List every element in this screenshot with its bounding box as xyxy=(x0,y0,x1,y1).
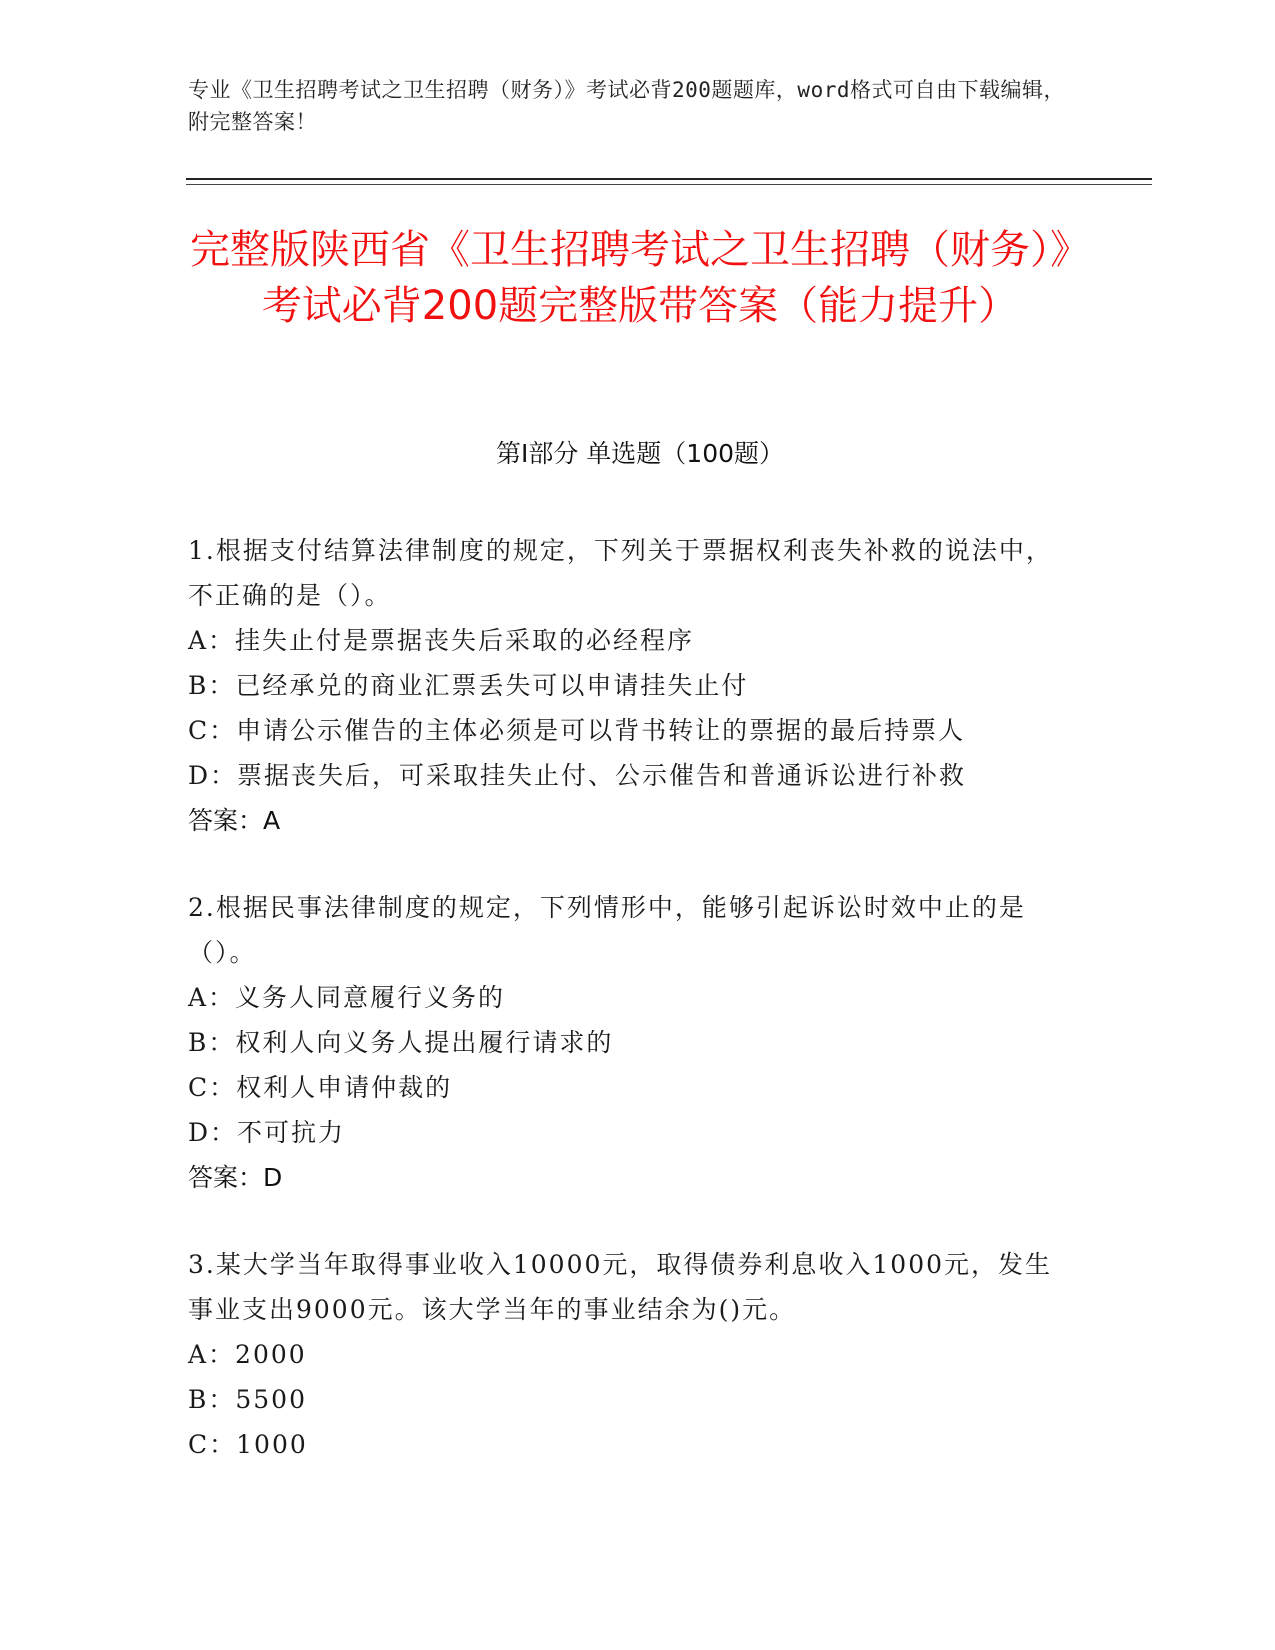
option-c: C：申请公示催告的主体必须是可以背书转让的票据的最后持票人 xyxy=(188,716,966,745)
question-1 xyxy=(188,528,1088,843)
option-b: B：5500 xyxy=(188,1385,307,1414)
question-stem: 1.根据支付结算法律制度的规定，下列关于票据权利丧失补救的说法中，不正确的是（）。 xyxy=(188,536,1053,610)
header-note: 专业《卫生招聘考试之卫生招聘（财务）》考试必背200题题库，word格式可自由下载编辑，附完整答案！ xyxy=(188,78,1065,134)
option-a: A：2000 xyxy=(188,1340,307,1369)
question-3 xyxy=(188,1242,1088,1467)
option-c: C：1000 xyxy=(188,1430,308,1459)
header-divider-thin xyxy=(186,184,1152,185)
option-b: B：已经承兑的商业汇票丢失可以申请挂失止付 xyxy=(188,671,749,700)
document-title: 完整版陕西省《卫生招聘考试之卫生招聘（财务）》考试必背200题完整版带答案（能力提升） xyxy=(190,227,1090,329)
option-d: D：不可抗力 xyxy=(188,1118,346,1147)
section-heading: 第Ⅰ部分 单选题（100题） xyxy=(495,439,785,468)
option-d: D：票据丧失后，可采取挂失止付、公示催告和普通诉讼进行补救 xyxy=(188,761,967,790)
option-c: C：权利人申请仲裁的 xyxy=(188,1073,453,1102)
answer: 答案：D xyxy=(188,1163,283,1192)
question-2 xyxy=(188,885,1088,1200)
question-stem: 3.某大学当年取得事业收入10000元，取得债券利息收入1000元，发生事业支出9000元。该大学当年的事业结余为()元。 xyxy=(188,1250,1053,1324)
option-a: A：义务人同意履行义务的 xyxy=(188,983,506,1012)
option-b: B：权利人向义务人提出履行请求的 xyxy=(188,1028,614,1057)
question-list xyxy=(188,528,1088,1509)
option-a: A：挂失止付是票据丧失后采取的必经程序 xyxy=(188,626,695,655)
question-stem: 2.根据民事法律制度的规定，下列情形中，能够引起诉讼时效中止的是（）。 xyxy=(188,893,1026,967)
header-divider-thick xyxy=(186,178,1152,180)
answer: 答案：A xyxy=(188,806,281,835)
